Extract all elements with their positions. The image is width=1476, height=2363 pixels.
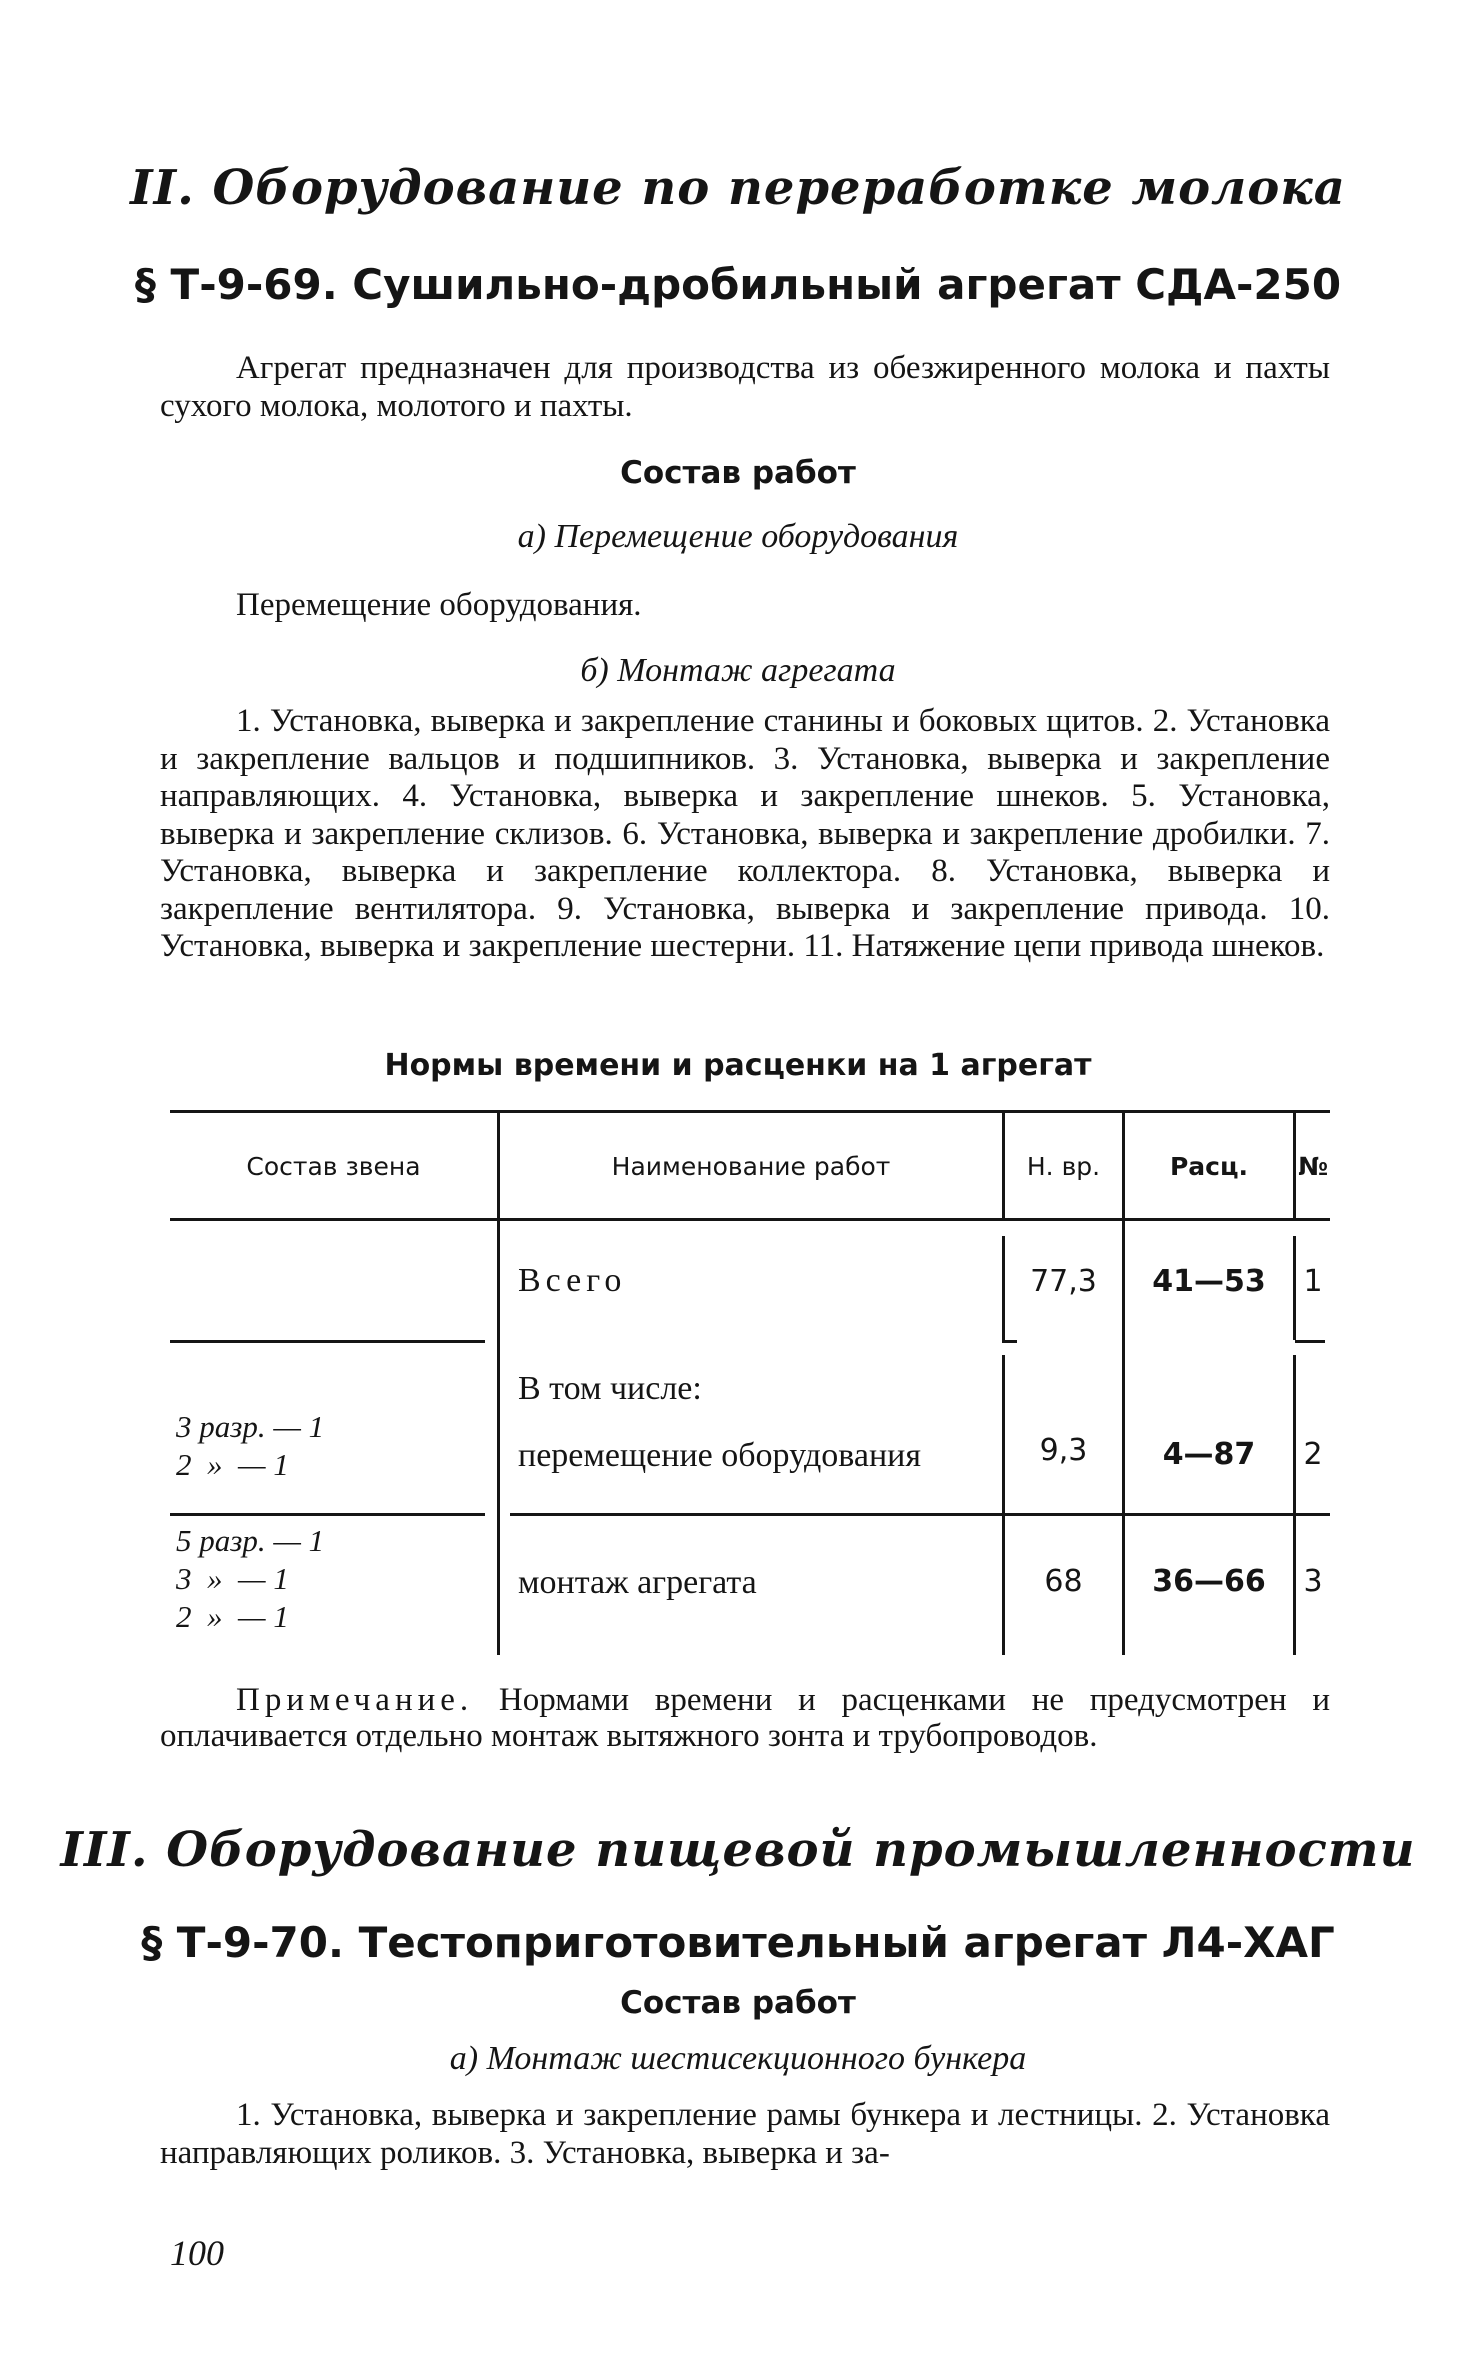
- row-2-crew: [176, 1408, 324, 1484]
- row-3-crew-line: 3 » — 1: [176, 1561, 289, 1596]
- subsection-a-text: Перемещение оборудования.: [236, 587, 642, 623]
- section-2-title: II. Оборудование по переработке молока: [130, 160, 1346, 216]
- section-3-title: III. Оборудование пищевой промышленности: [60, 1822, 1416, 1878]
- paragraph-70-subsection-a: а) Монтаж шестисекционного бункера: [449, 2040, 1027, 2077]
- row-3-crew: [176, 1522, 324, 1636]
- work-composition-heading: Состав работ: [620, 455, 856, 491]
- row-2-rate: 4—87: [1162, 1437, 1256, 1472]
- table-note: [160, 1682, 1330, 1754]
- subsection-b-heading: б) Монтаж агрегата: [580, 652, 896, 689]
- paragraph-70-subsection-a-text: 1. Установка, выверка и закрепление рамы бункера и лестницы. 2. Установка направляющих роликов. 3. Установка, выверка и за-: [160, 2097, 1330, 2171]
- row-2-name: перемещение оборудования: [518, 1437, 921, 1474]
- row-3-name: монтаж агрегата: [518, 1564, 757, 1601]
- row-total-rate: 41—53: [1152, 1264, 1266, 1299]
- subsection-b-text: 1. Установка, выверка и закрепление станины и боковых щитов. 2. Установка и закрепление вальцов и подшипников. 3. Установка, выверка и закрепление направляющих. 4. Установка, выверка и закрепление шнеков. 5. Установка, выверка и закрепление склизов. 6. Установка, выверка и закрепление дробилки. 7. Установка, выверка и закрепление коллектора. 8. Установка, выверка и закрепление вентилятора. 9. Установка, выверка и закрепление привода. 10. Установка, выверка и закрепление шестерни. 11. Натяжение цепи привода шнеков.: [160, 703, 1330, 964]
- paragraph-70-title: § Т-9-70. Тестоприготовительный агрегат Л4-ХАГ: [141, 1918, 1335, 1967]
- row-total-hours: 77,3: [1030, 1264, 1097, 1299]
- header-crew: Состав звена: [246, 1152, 421, 1181]
- header-time-norm: Н. вр.: [1026, 1152, 1101, 1181]
- paragraph-69-title: § Т-9-69. Сушильно-дробильный агрегат СДА-250: [134, 260, 1342, 309]
- subsection-a-heading: а) Перемещение оборудования: [517, 518, 959, 555]
- paragraph-69-intro: Агрегат предназначен для производства из обезжиренного молока и пахты сухого молока, молотого и пахты.: [160, 350, 1330, 424]
- row-2-crew-line: 2 » — 1: [176, 1447, 289, 1482]
- row-3-rate: 36—66: [1152, 1564, 1266, 1599]
- row-2-number: 2: [1303, 1437, 1323, 1472]
- note-text: Нормами времени и расценками не предусмотрен и оплачивается отдельно монтаж вытяжного зонта и трубопроводов.: [160, 1682, 1330, 1754]
- row-3-crew-line: 5 разр. — 1: [176, 1523, 325, 1558]
- row-total-number: 1: [1303, 1264, 1323, 1299]
- note-label: Примечание.: [236, 1682, 474, 1718]
- norms-table-title: Нормы времени и расценки на 1 агрегат: [384, 1048, 1092, 1083]
- row-3-hours: 68: [1044, 1564, 1083, 1599]
- page-number: 100: [170, 2233, 224, 2273]
- row-3-crew-line: 2 » — 1: [176, 1599, 289, 1634]
- paragraph-70-work-heading: Состав работ: [620, 1985, 856, 2021]
- header-rate: Расц.: [1169, 1152, 1249, 1181]
- row-2-hours: 9,3: [1039, 1433, 1088, 1468]
- row-3-number: 3: [1303, 1564, 1323, 1599]
- row-2-crew-line: 3 разр. — 1: [176, 1409, 325, 1444]
- header-work-name: Наименование работ: [611, 1152, 891, 1181]
- header-number: №: [1297, 1152, 1329, 1181]
- row-total-name: Всего: [518, 1262, 627, 1299]
- including-label: В том числе:: [518, 1370, 702, 1407]
